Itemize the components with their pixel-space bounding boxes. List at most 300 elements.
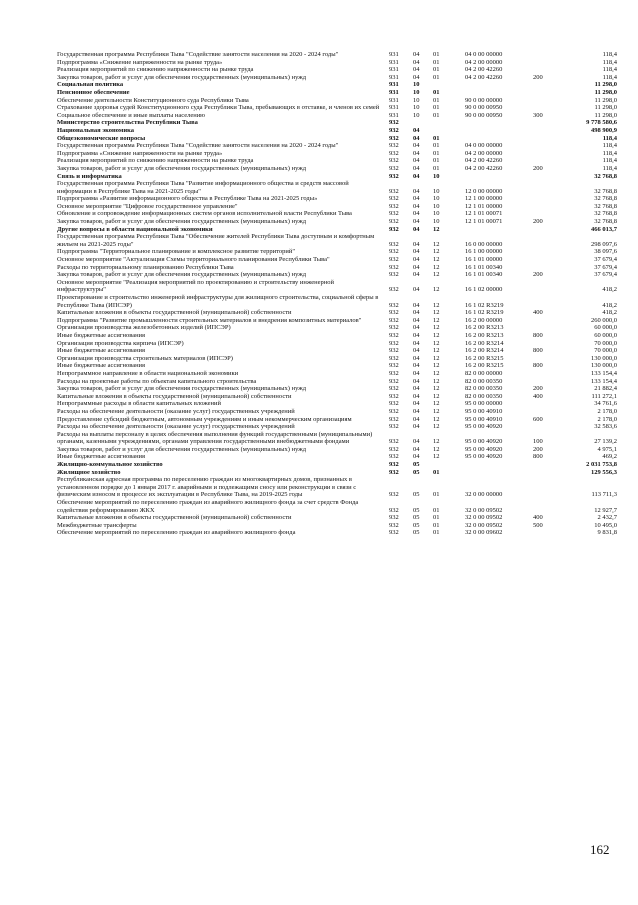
row-name: Иные бюджетные ассигнования — [57, 362, 146, 370]
row-csr: 32 0 00 09502 — [465, 506, 503, 514]
row-name: Жилищное хозяйство — [57, 468, 121, 476]
table-row — [57, 81, 617, 89]
table-row — [57, 195, 617, 203]
row-pr: 12 — [433, 316, 440, 324]
row-pr: 01 — [433, 73, 440, 81]
row-sum: 2 178,0 — [597, 415, 617, 423]
row-sum: 11 298,0 — [594, 88, 617, 96]
row-sum: 32 768,8 — [594, 210, 617, 218]
row-name: Закупка товаров, работ и услуг для обеспечения государственных (муниципальных) нужд — [57, 385, 307, 393]
row-grbs: 932 — [389, 202, 399, 210]
row-sum: 469,2 — [602, 453, 617, 461]
row-sum: 11 298,0 — [594, 111, 617, 119]
row-sum: 418,2 — [602, 309, 617, 317]
row-pr: 12 — [433, 354, 440, 362]
row-vr: 300 — [533, 111, 543, 119]
row-sum: 418,2 — [602, 286, 617, 294]
row-rz: 10 — [413, 96, 420, 104]
row-csr: 82 0 00 00350 — [465, 392, 503, 400]
budget-table — [57, 51, 617, 537]
row-csr: 82 0 00 00350 — [465, 377, 503, 385]
row-csr: 16 2 00 R3214 — [465, 347, 504, 355]
row-rz: 04 — [413, 309, 420, 317]
row-sum: 11 298,0 — [594, 81, 617, 89]
row-rz: 04 — [413, 202, 420, 210]
row-pr: 12 — [433, 263, 440, 271]
row-sum: 118,4 — [602, 134, 617, 142]
row-csr: 12 1 01 00071 — [465, 218, 503, 226]
row-csr: 04 2 00 42260 — [465, 73, 503, 81]
table-row — [57, 332, 617, 340]
row-pr: 01 — [433, 88, 440, 96]
table-row — [57, 529, 617, 537]
row-sum: 11 298,0 — [594, 96, 617, 104]
row-sum: 32 768,8 — [594, 187, 617, 195]
row-csr: 95 0 00 00000 — [465, 400, 503, 408]
row-name: Республиканская адресная программа по переселению граждан из многоквартирных домов, признанных в установленном порядке до 1 января 2017 г. аварийными и подлежащими сносу или реконструкции в связи с физическим износом в процессе их эксплуатации в Республике Тыва, на 2019-2025 годы — [57, 476, 357, 499]
row-rz: 04 — [413, 164, 420, 172]
row-sum: 118,4 — [602, 157, 617, 165]
row-name: Основное мероприятие "Актуализация Схемы территориального планирования Республики Тыва" — [57, 256, 330, 264]
row-name: Основное мероприятие "Цифровое государственное управление" — [57, 202, 238, 210]
row-csr: 32 0 00 09502 — [465, 521, 503, 529]
row-pr: 12 — [433, 240, 440, 248]
row-sum: 60 000,0 — [594, 324, 617, 332]
row-rz: 04 — [413, 240, 420, 248]
row-grbs: 932 — [389, 271, 399, 279]
row-grbs: 932 — [389, 369, 399, 377]
row-name: Закупка товаров, работ и услуг для обеспечения государственных (муниципальных) нужд — [57, 218, 307, 226]
row-csr: 16 2 00 00000 — [465, 316, 503, 324]
row-name: Организация производства кирпича (ИПСЭР) — [57, 339, 184, 347]
row-sum: 9 831,8 — [597, 529, 617, 537]
row-name: Непрограммное направление в области национальной экономики — [57, 369, 239, 377]
row-rz: 04 — [413, 51, 420, 58]
table-row — [57, 66, 617, 74]
table-row — [57, 355, 617, 363]
row-pr: 01 — [433, 58, 440, 66]
table-row — [57, 59, 617, 67]
row-sum: 130 000,0 — [591, 362, 617, 370]
row-csr: 82 0 00 00000 — [465, 369, 503, 377]
row-sum: 37 679,4 — [594, 263, 617, 271]
table-row — [57, 340, 617, 348]
table-row — [57, 264, 617, 272]
row-grbs: 932 — [389, 187, 399, 195]
row-name: Подпрограмма «Развитие информационного общества в Республике Тыва на 2021-2025 годы» — [57, 195, 318, 203]
row-name: Капитальные вложения в объекты государственной (муниципальной) собственности — [57, 309, 292, 317]
table-row — [57, 469, 617, 477]
table-row — [57, 157, 617, 165]
row-pr: 12 — [433, 225, 440, 233]
row-csr: 16 1 01 00000 — [465, 256, 503, 264]
row-csr: 95 0 00 40910 — [465, 415, 503, 423]
row-csr: 16 2 00 R3213 — [465, 331, 504, 339]
table-row — [57, 89, 617, 97]
row-pr: 01 — [433, 529, 440, 537]
row-vr: 800 — [533, 453, 543, 461]
row-name: Закупка товаров, работ и услуг для обеспечения государственных (муниципальных) нужд — [57, 271, 307, 279]
table-row — [57, 446, 617, 454]
row-grbs: 932 — [389, 377, 399, 385]
table-row — [57, 385, 617, 393]
row-pr: 12 — [433, 324, 440, 332]
row-name: Страхование здоровья судей Конституционного суда Республики Тыва, пребывающих в отставке, и членов их семей — [57, 104, 380, 112]
table-row — [57, 165, 617, 173]
row-grbs: 932 — [389, 521, 399, 529]
table-row — [57, 423, 617, 431]
row-csr: 16 2 00 R3213 — [465, 324, 504, 332]
table-row — [57, 370, 617, 378]
row-sum: 32 768,8 — [594, 202, 617, 210]
row-csr: 12 1 01 00071 — [465, 210, 503, 218]
table-row — [57, 135, 617, 143]
table-row — [57, 210, 617, 218]
row-rz: 05 — [413, 461, 420, 469]
row-name: Капитальные вложения в объекты государственной (муниципальной) собственности — [57, 392, 292, 400]
row-grbs: 932 — [389, 438, 399, 446]
row-sum: 118,4 — [602, 66, 617, 74]
row-name: Государственная программа Республики Тыва "Содействие занятости населения на 2020 - 2024 годы" — [57, 142, 339, 150]
row-name: Подпрограмма "Развитие промышленности строительных материалов и внедрения композитных материалов" — [57, 316, 362, 324]
table-row — [57, 461, 617, 469]
row-name: Расходы на обеспечение деятельности (оказание услуг) государственных учреждений — [57, 407, 295, 415]
row-grbs: 932 — [389, 240, 399, 248]
row-sum: 129 556,3 — [591, 468, 617, 476]
table-row — [57, 431, 617, 446]
row-rz: 04 — [413, 392, 420, 400]
row-pr: 12 — [433, 339, 440, 347]
row-name: Расходы на выплаты персоналу в целях обеспечения выполнения функций государственными (муниципальными) органами, казенными учреждениями, органами управления государственными внебюджетными фондами — [57, 430, 373, 446]
row-sum: 38 097,6 — [594, 248, 617, 256]
row-rz: 04 — [413, 453, 420, 461]
row-grbs: 932 — [389, 316, 399, 324]
row-name: Закупка товаров, работ и услуг для обеспечения государственных (муниципальных) нужд — [57, 73, 307, 81]
table-row — [57, 203, 617, 211]
row-pr: 12 — [433, 385, 440, 393]
row-csr: 16 2 00 R3215 — [465, 354, 504, 362]
row-sum: 4 975,1 — [597, 445, 617, 453]
row-rz: 04 — [413, 445, 420, 453]
row-rz: 04 — [413, 271, 420, 279]
row-rz: 04 — [413, 58, 420, 66]
row-pr: 01 — [433, 149, 440, 157]
row-rz: 04 — [413, 149, 420, 157]
table-row — [57, 514, 617, 522]
row-pr: 12 — [433, 407, 440, 415]
row-rz: 04 — [413, 438, 420, 446]
row-vr: 500 — [533, 521, 543, 529]
row-rz: 04 — [413, 142, 420, 150]
row-sum: 118,4 — [602, 149, 617, 157]
row-sum: 118,4 — [602, 142, 617, 150]
row-pr: 12 — [433, 301, 440, 309]
row-pr: 10 — [433, 195, 440, 203]
table-row — [57, 150, 617, 158]
row-pr: 10 — [433, 218, 440, 226]
row-sum: 2 178,0 — [597, 407, 617, 415]
row-sum: 9 778 580,6 — [586, 119, 617, 127]
row-sum: 34 761,6 — [594, 400, 617, 408]
row-grbs: 931 — [389, 58, 399, 66]
table-row — [57, 271, 617, 279]
row-name: Межбюджетные трансферты — [57, 521, 137, 529]
table-row — [57, 416, 617, 424]
row-grbs: 932 — [389, 164, 399, 172]
row-vr: 200 — [533, 164, 543, 172]
row-grbs: 932 — [389, 195, 399, 203]
row-grbs: 932 — [389, 218, 399, 226]
row-pr: 12 — [433, 415, 440, 423]
row-rz: 10 — [413, 81, 420, 89]
row-vr: 200 — [533, 271, 543, 279]
row-pr: 10 — [433, 202, 440, 210]
row-sum: 32 583,6 — [594, 423, 617, 431]
row-csr: 04 2 00 00000 — [465, 149, 503, 157]
row-csr: 90 0 00 00950 — [465, 104, 503, 112]
row-sum: 118,4 — [602, 164, 617, 172]
row-grbs: 932 — [389, 529, 399, 537]
row-rz: 04 — [413, 385, 420, 393]
row-name: Обеспечение деятельности Конституционного суда Республики Тыва — [57, 96, 249, 104]
row-grbs: 932 — [389, 142, 399, 150]
row-grbs: 932 — [389, 354, 399, 362]
row-csr: 16 1 00 00000 — [465, 248, 503, 256]
row-sum: 111 272,1 — [591, 392, 617, 400]
table-row — [57, 499, 617, 514]
table-row — [57, 180, 617, 195]
row-pr: 01 — [433, 506, 440, 514]
row-grbs: 932 — [389, 400, 399, 408]
row-sum: 466 013,7 — [591, 225, 617, 233]
row-pr: 01 — [433, 491, 440, 499]
row-sum: 260 000,0 — [591, 316, 617, 324]
row-sum: 298 097,6 — [591, 240, 617, 248]
row-csr: 12 1 01 00000 — [465, 202, 503, 210]
row-vr: 400 — [533, 392, 543, 400]
row-grbs: 932 — [389, 286, 399, 294]
row-name: Обеспечение мероприятий по переселению граждан из аварийного жилищного фонда за счет средств Фонда содействия реформированию ЖКХ — [57, 499, 359, 514]
row-rz: 05 — [413, 529, 420, 537]
table-row — [57, 294, 617, 309]
row-pr: 10 — [433, 172, 440, 180]
row-rz: 04 — [413, 407, 420, 415]
row-sum: 32 768,8 — [594, 172, 617, 180]
row-vr: 100 — [533, 438, 543, 446]
row-csr: 90 0 00 00950 — [465, 111, 503, 119]
row-name: Другие вопросы в области национальной экономики — [57, 225, 213, 233]
row-grbs: 932 — [389, 134, 399, 142]
row-rz: 04 — [413, 415, 420, 423]
row-pr: 12 — [433, 309, 440, 317]
row-vr: 200 — [533, 73, 543, 81]
table-row — [57, 393, 617, 401]
row-name: Расходы на проектные работы по объектам капитального строительства — [57, 377, 257, 385]
row-pr: 12 — [433, 369, 440, 377]
row-grbs: 931 — [389, 73, 399, 81]
row-pr: 12 — [433, 271, 440, 279]
row-name: Предоставление субсидий бюджетным, автономным учреждениям и иным некоммерческим организациям — [57, 415, 352, 423]
table-row — [57, 256, 617, 264]
table-row — [57, 324, 617, 332]
row-vr: 400 — [533, 309, 543, 317]
table-row — [57, 112, 617, 120]
table-row — [57, 453, 617, 461]
row-rz: 04 — [413, 347, 420, 355]
row-pr: 01 — [433, 96, 440, 104]
row-csr: 16 0 00 00000 — [465, 240, 503, 248]
row-pr: 12 — [433, 438, 440, 446]
row-rz: 04 — [413, 339, 420, 347]
row-csr: 95 0 00 40920 — [465, 445, 503, 453]
table-row — [57, 233, 617, 248]
row-name: Подпрограмма «Снижение напряженности на рынке труда» — [57, 58, 223, 66]
table-row — [57, 51, 617, 59]
row-grbs: 932 — [389, 256, 399, 264]
row-name: Государственная программа Республики Тыва "Обеспечение жителей Республики Тыва доступным и комфортным жильем на 2021-2025 годы" — [57, 233, 375, 248]
row-name: Жилищно-коммунальное хозяйство — [57, 461, 163, 469]
row-rz: 04 — [413, 324, 420, 332]
row-name: Реализация мероприятий по снижению напряженности на рынке труда — [57, 66, 254, 74]
row-name: Связь и информатика — [57, 172, 122, 180]
row-sum: 118,4 — [602, 51, 617, 58]
row-name: Социальная политика — [57, 81, 124, 89]
row-sum: 133 154,4 — [591, 377, 617, 385]
row-grbs: 932 — [389, 157, 399, 165]
row-grbs: 932 — [389, 506, 399, 514]
row-pr: 01 — [433, 111, 440, 119]
table-row — [57, 347, 617, 355]
row-name: Закупка товаров, работ и услуг для обеспечения государственных (муниципальных) нужд — [57, 445, 307, 453]
row-name: Организация производства железобетонных изделий (ИПСЭР) — [57, 324, 231, 332]
row-name: Социальное обеспечение и иные выплаты населению — [57, 111, 206, 119]
row-name: Иные бюджетные ассигнования — [57, 347, 146, 355]
table-row — [57, 279, 617, 294]
row-grbs: 932 — [389, 423, 399, 431]
row-sum: 118,4 — [602, 73, 617, 81]
row-grbs: 931 — [389, 104, 399, 112]
row-grbs: 932 — [389, 149, 399, 157]
row-grbs: 932 — [389, 210, 399, 218]
row-name: Капитальные вложения в объекты государственной (муниципальной) собственности — [57, 514, 292, 522]
row-csr: 04 2 00 42260 — [465, 164, 503, 172]
row-name: Государственная программа Республики Тыва "Содействие занятости населения на 2020 - 2024 годы" — [57, 51, 339, 58]
row-sum: 37 679,4 — [594, 271, 617, 279]
row-sum: 60 000,0 — [594, 331, 617, 339]
table-row — [57, 104, 617, 112]
row-grbs: 932 — [389, 339, 399, 347]
row-grbs: 932 — [389, 126, 399, 134]
row-rz: 04 — [413, 73, 420, 81]
row-name: Пенсионное обеспечение — [57, 88, 130, 96]
row-rz: 04 — [413, 126, 420, 134]
row-name: Иные бюджетные ассигнования — [57, 331, 146, 339]
row-rz: 04 — [413, 301, 420, 309]
row-rz: 04 — [413, 187, 420, 195]
row-sum: 118,4 — [602, 58, 617, 66]
row-sum: 70 000,0 — [594, 339, 617, 347]
row-rz: 10 — [413, 104, 420, 112]
row-rz: 04 — [413, 362, 420, 370]
row-csr: 32 0 00 09602 — [465, 529, 503, 537]
row-grbs: 931 — [389, 111, 399, 119]
row-grbs: 932 — [389, 445, 399, 453]
row-sum: 113 711,3 — [591, 491, 617, 499]
row-csr: 95 0 00 40920 — [465, 438, 503, 446]
row-rz: 10 — [413, 111, 420, 119]
table-row — [57, 408, 617, 416]
row-rz: 04 — [413, 256, 420, 264]
row-name: Подпрограмма "Территориальное планирование и комплексное развитие территорий" — [57, 248, 296, 256]
row-rz: 04 — [413, 369, 420, 377]
row-pr: 01 — [433, 51, 440, 58]
table-row — [57, 362, 617, 370]
row-rz: 04 — [413, 218, 420, 226]
table-row — [57, 127, 617, 135]
row-pr: 01 — [433, 66, 440, 74]
row-vr: 800 — [533, 347, 543, 355]
row-csr: 95 0 00 40920 — [465, 423, 503, 431]
table-row — [57, 248, 617, 256]
row-rz: 04 — [413, 377, 420, 385]
row-rz: 04 — [413, 134, 420, 142]
row-vr: 800 — [533, 331, 543, 339]
row-csr: 04 2 00 42260 — [465, 157, 503, 165]
row-grbs: 932 — [389, 263, 399, 271]
row-pr: 01 — [433, 468, 440, 476]
table-row — [57, 309, 617, 317]
row-grbs: 931 — [389, 96, 399, 104]
row-sum: 70 000,0 — [594, 347, 617, 355]
row-grbs: 932 — [389, 514, 399, 522]
row-rz: 04 — [413, 400, 420, 408]
table-row — [57, 173, 617, 181]
row-name: Национальная экономика — [57, 126, 134, 134]
row-rz: 10 — [413, 88, 420, 96]
row-sum: 32 768,8 — [594, 218, 617, 226]
row-grbs: 931 — [389, 88, 399, 96]
row-pr: 12 — [433, 347, 440, 355]
row-csr: 16 2 00 R3214 — [465, 339, 504, 347]
table-row — [57, 119, 617, 127]
row-vr: 200 — [533, 445, 543, 453]
row-pr: 01 — [433, 164, 440, 172]
row-csr: 16 2 00 R3215 — [465, 362, 504, 370]
row-pr: 12 — [433, 377, 440, 385]
row-sum: 21 882,4 — [594, 385, 617, 393]
row-rz: 04 — [413, 423, 420, 431]
row-csr: 16 1 02 R3219 — [465, 309, 504, 317]
row-rz: 04 — [413, 286, 420, 294]
row-csr: 16 1 01 00340 — [465, 263, 503, 271]
row-grbs: 932 — [389, 248, 399, 256]
row-pr: 01 — [433, 157, 440, 165]
row-csr: 82 0 00 00350 — [465, 385, 503, 393]
row-rz: 05 — [413, 491, 420, 499]
row-csr: 04 0 00 00000 — [465, 51, 503, 58]
row-rz: 04 — [413, 195, 420, 203]
row-pr: 12 — [433, 248, 440, 256]
row-pr: 01 — [433, 134, 440, 142]
row-grbs: 932 — [389, 347, 399, 355]
row-grbs: 932 — [389, 331, 399, 339]
row-vr: 600 — [533, 415, 543, 423]
row-rz: 04 — [413, 263, 420, 271]
row-rz: 04 — [413, 354, 420, 362]
row-name: Основное мероприятие "Реализация мероприятий по проектированию и строительству инженерной инфраструктуры" — [57, 278, 335, 294]
row-grbs: 932 — [389, 119, 399, 127]
row-sum: 12 927,7 — [594, 506, 617, 514]
